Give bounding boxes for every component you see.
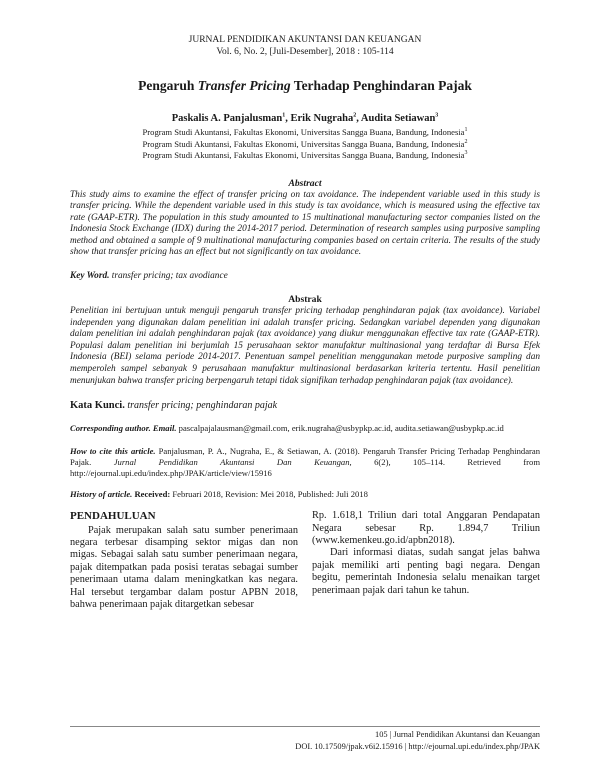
intro-paragraph: Pajak merupakan salah satu sumber penerimaan negara terbesar disamping sektor migas dan non migas. Sebagai salah satu sumber penerimaan negara, pajak ditempatkan pada posisi teratas sebagai sumber penerimaan utama dalam meningkatkan kas negara. Hal tersebut tergambar dalam postur APBN 2018, bahwa penerimaan pajak ditargetkan sebesar [70, 524, 298, 611]
affiliation: Program Studi Akuntansi, Fakultas Ekonomi, Universitas Sangga Buana, Bandung, Indonesia$^1$ [142, 127, 468, 137]
kata-kunci: Kata Kunci. transfer pricing; penghindaran pajak [70, 400, 278, 412]
keywords: Key Word. transfer pricing; tax avodiance [70, 271, 228, 282]
body-columns [70, 510, 540, 611]
footer-page-info: 105 | Jurnal Pendidikan Akuntansi dan Keuangan [375, 730, 540, 739]
journal-header [70, 34, 540, 58]
intro-paragraph-continued: Rp. 1.618,1 Triliun dari total Anggaran Pendapatan Negara sebesar Rp. 1.894,7 Triliun (www.kemenkeu.go.id/apbn2018). [312, 510, 540, 547]
volume-info: Vol. 6, No. 2, [Juli-Desember], 2018 : 105-114 [216, 47, 394, 57]
intro-paragraph: Dari informasi diatas, sudah sangat jelas bahwa pajak memiliki arti penting bagi negara. Dengan begitu, pemerintah Indonesia selalu menaikan target penerimaan pajak dari tahun ke tahun. [312, 547, 540, 596]
footer-divider [70, 726, 540, 727]
author-name: Audita Setiawan [360, 113, 436, 124]
abstrak-text: Penelitian ini bertujuan untuk menguji pengaruh transfer pricing terhadap penghindaran pajak (tax avoidance). Variabel independen yang digunakan dalam penelitian ini adalah transfer pricing. Sedangkan variabel dependen yang digunakan dalam penelitian ini adalah penghindaran pajak (tax avoidance) yang diukur menggunakan effective tax rate (GAAP-ETR). Populasi dalam penelitian ini berjumlah 15 perusahaan sektor manufaktur multinasional yang terdaftar di Bursa Efek Indonesia (BEI) selama periode 2014-2017. Penentuan sampel penelitian menggunakan metode purposive sampling dan memperoleh sampel sebanyak 9 perusahaan manufaktur multinasional berdasarkan kriteria tertentu. Hasil penelitian menunjukan bahwa transfer pricing berpengaruh tetapi tidak signifikan terhadap penghindaran pajak (tax avoidance). [70, 306, 540, 386]
corresponding-author: Corresponding author. Email. pascalpajalausman@gmail.com, erik.nugraha@usbypkp.ac.id, audita.setiawan@usbypkp.ac.id [70, 423, 504, 434]
abstract-heading: Abstract [288, 177, 322, 189]
left-column [70, 510, 298, 611]
abstrak-heading: Abstrak [288, 294, 322, 306]
affiliation: Program Studi Akuntansi, Fakultas Ekonomi, Universitas Sangga Buana, Bandung, Indonesia$^3$ [142, 150, 468, 160]
article-history: History of article. Received: Februari 2018, Revision: Mei 2018, Published: Juli 2018 [70, 489, 368, 500]
abstract-text: This study aims to examine the effect of transfer pricing on tax avoidance. The independent variable used in this study is transfer pricing. While the dependent variable used in this study is tax avoidance, which is measured using the effective tax rate (GAAP-ETR). The population in this study amounted to 15 multinational manufacturing sector companies listed on the Indonesia Stock Exchange (IDX) during the 2014-2017 period. Determination of research samples using purposive sampling method and obtained a sample of 9 multinational manufacturing companies based on certain criteria. The results of the study show that transfer pricing has an effect but not significantly on tax avoidance. [70, 189, 540, 258]
section-heading: PENDAHULUAN [70, 510, 156, 523]
affiliation-list [70, 127, 540, 162]
affiliation: Program Studi Akuntansi, Fakultas Ekonomi, Universitas Sangga Buana, Bandung, Indonesia$^2$ [142, 138, 468, 149]
author-name: Erik Nugraha [290, 113, 354, 124]
journal-name: JURNAL PENDIDIKAN AKUNTANSI DAN KEUANGAN [188, 35, 422, 45]
paper-title: Pengaruh Transfer Pricing Terhadap Penghindaran Pajak [138, 78, 472, 93]
citation: How to cite this article. Panjalusman, P. A., Nugraha, E., & Setiawan, A. (2018). Pengaruh Transfer Pricing Terhadap Penghindaran Pajak. Jurnal Pendidikan Akuntansi Dan Keuangan, 6(2), 105–114. Retrieved from http://ejournal.upi.edu/index.php/JPAK/article/view/15916 [70, 446, 541, 479]
author-list: Paskalis A. Panjalusman$^1$, Erik Nugraha$^2$, Audita Setiawan$^3$ [171, 112, 439, 124]
right-column [312, 510, 540, 611]
author-name: Paskalis A. Panjalusman [171, 113, 283, 124]
footer-doi: DOI. 10.17509/jpak.v6i2.15916 | http://ejournal.upi.edu/index.php/JPAK [295, 742, 540, 751]
